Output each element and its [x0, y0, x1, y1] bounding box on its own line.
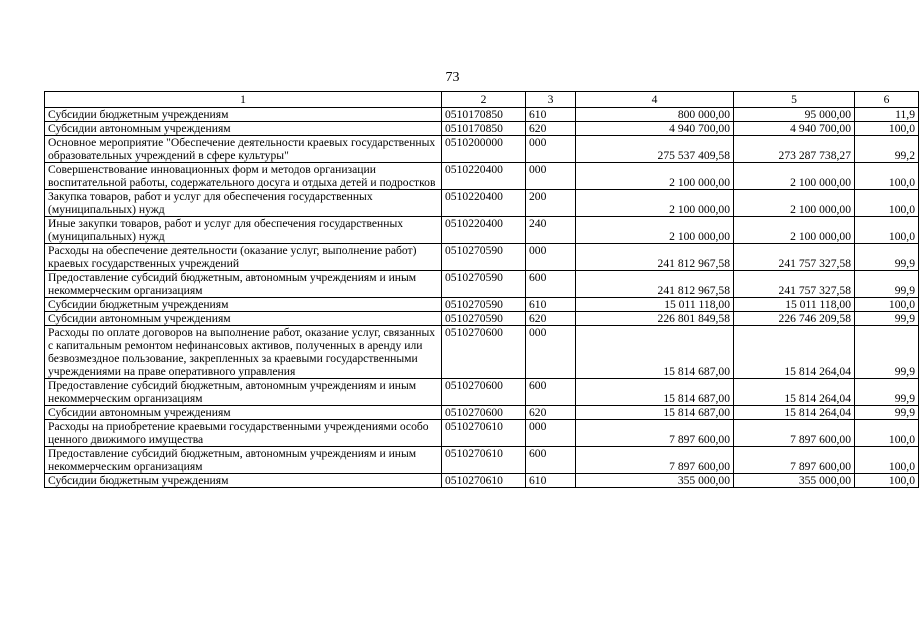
row-code: 0510270600 [442, 379, 526, 406]
row-expense-type: 600 [526, 447, 576, 474]
column-header-6: 6 [855, 92, 919, 108]
row-name: Субсидии автономным учреждениям [45, 406, 442, 420]
row-percent: 99,2 [855, 136, 919, 163]
table-row [45, 474, 919, 488]
budget-table [44, 91, 919, 488]
row-name: Предоставление субсидий бюджетным, автономным учреждениям и иным некоммерческим организациям [45, 271, 442, 298]
column-header-5: 5 [734, 92, 855, 108]
table-row [45, 447, 919, 474]
row-percent: 100,0 [855, 420, 919, 447]
row-expense-type: 620 [526, 312, 576, 326]
column-header-4: 4 [576, 92, 734, 108]
table-row [45, 379, 919, 406]
row-expense-type: 000 [526, 244, 576, 271]
row-actual-amount: 95 000,00 [734, 108, 855, 122]
row-actual-amount: 241 757 327,58 [734, 271, 855, 298]
table-row [45, 108, 919, 122]
row-name: Расходы на приобретение краевыми государственными учреждениями особо ценного движимого имущества [45, 420, 442, 447]
row-plan-amount: 241 812 967,58 [576, 244, 734, 271]
row-actual-amount: 7 897 600,00 [734, 420, 855, 447]
row-plan-amount: 15 814 687,00 [576, 326, 734, 379]
table-row [45, 217, 919, 244]
row-actual-amount: 4 940 700,00 [734, 122, 855, 136]
table-row [45, 406, 919, 420]
row-expense-type: 620 [526, 406, 576, 420]
row-plan-amount: 7 897 600,00 [576, 447, 734, 474]
row-code: 0510220400 [442, 163, 526, 190]
row-code: 0510200000 [442, 136, 526, 163]
row-plan-amount: 241 812 967,58 [576, 271, 734, 298]
row-code: 0510170850 [442, 108, 526, 122]
row-percent: 100,0 [855, 217, 919, 244]
table-row [45, 122, 919, 136]
table-row [45, 244, 919, 271]
row-expense-type: 240 [526, 217, 576, 244]
header-row [45, 92, 919, 108]
column-header-2: 2 [442, 92, 526, 108]
row-percent: 99,9 [855, 406, 919, 420]
row-name: Расходы по оплате договоров на выполнение работ, оказание услуг, связанных с капитальным ремонтом нефинансовых активов, полученных в аренду или безвозмездное пользование, закрепленных за краевыми государственными учреждениями на праве оперативного управления [45, 326, 442, 379]
row-actual-amount: 241 757 327,58 [734, 244, 855, 271]
row-code: 0510170850 [442, 122, 526, 136]
row-expense-type: 610 [526, 298, 576, 312]
row-plan-amount: 15 814 687,00 [576, 406, 734, 420]
row-actual-amount: 273 287 738,27 [734, 136, 855, 163]
row-expense-type: 000 [526, 420, 576, 447]
row-percent: 99,9 [855, 312, 919, 326]
row-percent: 100,0 [855, 190, 919, 217]
table-row [45, 271, 919, 298]
page-number: 73 [445, 70, 460, 85]
row-expense-type: 000 [526, 163, 576, 190]
row-code: 0510270590 [442, 312, 526, 326]
row-name: Предоставление субсидий бюджетным, автономным учреждениям и иным некоммерческим организациям [45, 447, 442, 474]
row-expense-type: 610 [526, 474, 576, 488]
row-percent: 100,0 [855, 298, 919, 312]
table-row [45, 326, 919, 379]
row-name: Субсидии бюджетным учреждениям [45, 474, 442, 488]
row-expense-type: 600 [526, 271, 576, 298]
row-name: Субсидии автономным учреждениям [45, 312, 442, 326]
row-plan-amount: 4 940 700,00 [576, 122, 734, 136]
row-name: Субсидии автономным учреждениям [45, 122, 442, 136]
row-name: Субсидии бюджетным учреждениям [45, 108, 442, 122]
row-plan-amount: 15 011 118,00 [576, 298, 734, 312]
row-code: 0510270610 [442, 420, 526, 447]
row-actual-amount: 7 897 600,00 [734, 447, 855, 474]
row-name: Закупка товаров, работ и услуг для обеспечения государственных (муниципальных) нужд [45, 190, 442, 217]
row-actual-amount: 15 011 118,00 [734, 298, 855, 312]
row-percent: 100,0 [855, 163, 919, 190]
row-name: Совершенствование инновационных форм и методов организации воспитательной работы, содержательного досуга и отдыха детей и подростков [45, 163, 442, 190]
row-percent: 100,0 [855, 474, 919, 488]
table-row [45, 312, 919, 326]
row-code: 0510270590 [442, 298, 526, 312]
row-name: Расходы на обеспечение деятельности (оказание услуг, выполнение работ) краевых государственных учреждений [45, 244, 442, 271]
row-plan-amount: 226 801 849,58 [576, 312, 734, 326]
row-plan-amount: 2 100 000,00 [576, 163, 734, 190]
row-actual-amount: 2 100 000,00 [734, 163, 855, 190]
row-name: Иные закупки товаров, работ и услуг для обеспечения государственных (муниципальных) нужд [45, 217, 442, 244]
row-percent: 99,9 [855, 244, 919, 271]
row-actual-amount: 226 746 209,58 [734, 312, 855, 326]
row-name: Предоставление субсидий бюджетным, автономным учреждениям и иным некоммерческим организациям [45, 379, 442, 406]
row-code: 0510220400 [442, 217, 526, 244]
row-plan-amount: 7 897 600,00 [576, 420, 734, 447]
row-actual-amount: 15 814 264,04 [734, 379, 855, 406]
row-expense-type: 600 [526, 379, 576, 406]
row-expense-type: 620 [526, 122, 576, 136]
row-plan-amount: 355 000,00 [576, 474, 734, 488]
column-header-3: 3 [526, 92, 576, 108]
row-percent: 100,0 [855, 447, 919, 474]
table-body [45, 108, 919, 488]
row-percent: 11,9 [855, 108, 919, 122]
row-plan-amount: 2 100 000,00 [576, 217, 734, 244]
row-expense-type: 610 [526, 108, 576, 122]
row-code: 0510270600 [442, 406, 526, 420]
row-name: Основное мероприятие "Обеспечение деятельности краевых государственных образовательных учреждений в сфере культуры" [45, 136, 442, 163]
row-expense-type: 200 [526, 190, 576, 217]
row-percent: 100,0 [855, 122, 919, 136]
row-code: 0510270610 [442, 474, 526, 488]
row-code: 0510270600 [442, 326, 526, 379]
row-expense-type: 000 [526, 326, 576, 379]
table-row [45, 163, 919, 190]
row-code: 0510270590 [442, 244, 526, 271]
row-code: 0510270590 [442, 271, 526, 298]
row-code: 0510270610 [442, 447, 526, 474]
row-plan-amount: 275 537 409,58 [576, 136, 734, 163]
row-plan-amount: 15 814 687,00 [576, 379, 734, 406]
row-percent: 99,9 [855, 379, 919, 406]
row-percent: 99,9 [855, 326, 919, 379]
row-plan-amount: 800 000,00 [576, 108, 734, 122]
column-header-1: 1 [45, 92, 442, 108]
row-actual-amount: 15 814 264,04 [734, 326, 855, 379]
row-actual-amount: 355 000,00 [734, 474, 855, 488]
row-actual-amount: 2 100 000,00 [734, 217, 855, 244]
row-actual-amount: 15 814 264,04 [734, 406, 855, 420]
row-percent: 99,9 [855, 271, 919, 298]
table-row [45, 136, 919, 163]
row-expense-type: 000 [526, 136, 576, 163]
table-row [45, 190, 919, 217]
row-name: Субсидии бюджетным учреждениям [45, 298, 442, 312]
row-actual-amount: 2 100 000,00 [734, 190, 855, 217]
row-code: 0510220400 [442, 190, 526, 217]
row-plan-amount: 2 100 000,00 [576, 190, 734, 217]
table-row [45, 298, 919, 312]
table-row [45, 420, 919, 447]
